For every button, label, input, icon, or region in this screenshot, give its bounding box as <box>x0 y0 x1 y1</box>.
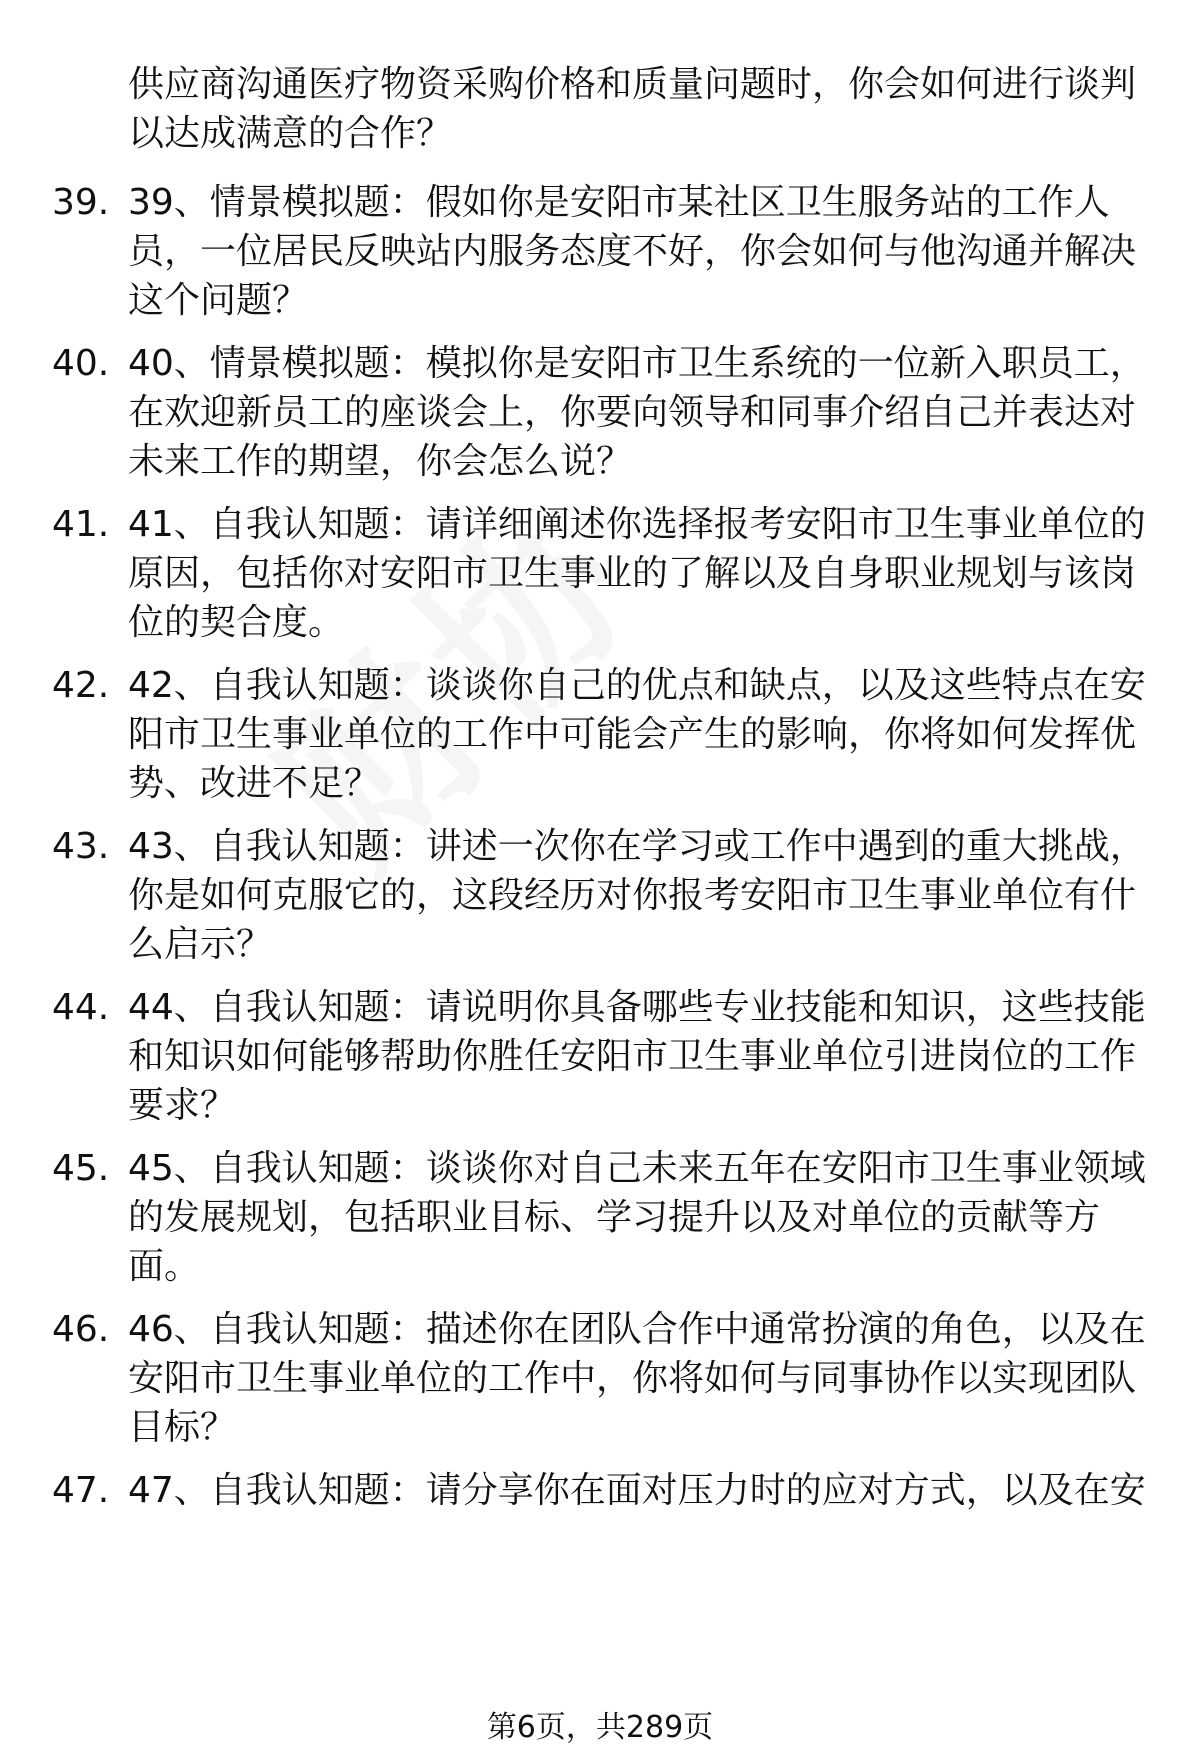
item-text: 47、自我认知题：请分享你在面对压力时的应对方式，以及在安 <box>128 1470 1146 1511</box>
continuation-text: 供应商沟通医疗物资采购价格和质量问题时，你会如何进行谈判以达成满意的合作？ <box>128 64 1137 154</box>
page-footer: 第6页，共289页 <box>486 1710 714 1745</box>
item-text: 44、自我认知题：请说明你具备哪些专业技能和知识，这些技能和知识如何能够帮助你胜任安阳市卫生事业单位引进岗位的工作要求？ <box>128 987 1146 1126</box>
item-text: 46、自我认知题：描述你在团队合作中通常扮演的角色，以及在安阳市卫生事业单位的工作中，你将如何与同事协作以实现团队目标？ <box>128 1309 1146 1448</box>
item-text: 42、自我认知题：谈谈你自己的优点和缺点，以及这些特点在安阳市卫生事业单位的工作中可能会产生的影响，你将如何发挥优势、改进不足？ <box>128 665 1146 804</box>
item-text: 43、自我认知题：讲述一次你在学习或工作中遇到的重大挑战，你是如何克服它的，这段经历对你报考安阳市卫生事业单位有什么启示？ <box>128 826 1146 965</box>
item-number: 47. <box>52 1470 110 1511</box>
item-text: 45、自我认知题：谈谈你对自己未来五年在安阳市卫生事业领域的发展规划，包括职业目标、学习提升以及对单位的贡献等方面。 <box>128 1148 1146 1287</box>
item-text: 40、情景模拟题：模拟你是安阳市卫生系统的一位新入职员工，在欢迎新员工的座谈会上，你要向领导和同事介绍自己并表达对未来工作的期望，你会怎么说？ <box>128 343 1146 482</box>
item-number: 41. <box>52 504 110 545</box>
item-number: 44. <box>52 987 110 1028</box>
item-text: 41、自我认知题：请详细阐述你选择报考安阳市卫生事业单位的原因，包括你对安阳市卫生事业的了解以及自身职业规划与该岗位的契合度。 <box>128 504 1146 643</box>
item-number: 40. <box>52 343 110 384</box>
item-number: 43. <box>52 826 110 867</box>
item-number: 46. <box>52 1309 110 1350</box>
item-number: 42. <box>52 665 110 706</box>
item-number: 45. <box>52 1148 110 1189</box>
item-number: 39. <box>52 182 110 223</box>
item-text: 39、情景模拟题：假如你是安阳市某社区卫生服务站的工作人员，一位居民反映站内服务态度不好，你会如何与他沟通并解决这个问题？ <box>128 182 1137 321</box>
